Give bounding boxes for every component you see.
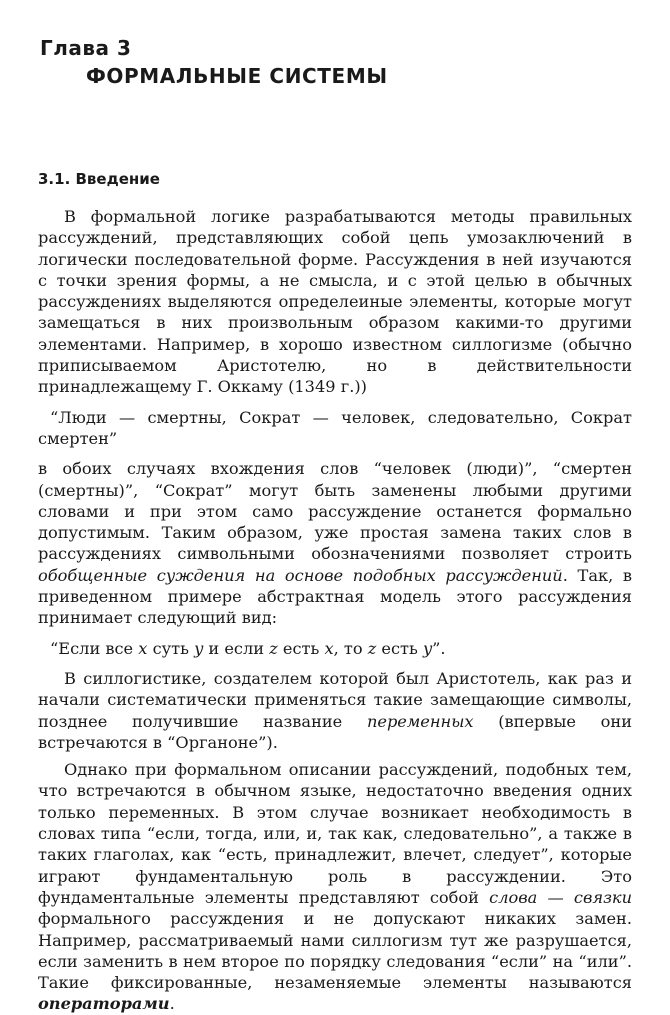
paragraph-substitution-text-1: в обоих случаях вхождения слов “человек (люди)”, “смертен (смертны)”, “Сократ” могут быть заменены любыми другими словами и при этом само рассуждение останется формально допустимым. Таким образом, уже простая замена таких слов в рассуждениях символьными обозначениями позволяет строить bbox=[38, 459, 632, 564]
paragraph-variables-text-1: В силлогистике, создателем которой был Аристотель, как раз и начали систематически применяться такие замещающие символы, позднее получившие название bbox=[38, 668, 632, 731]
formula-variable: x bbox=[324, 638, 334, 658]
formula-variable: y bbox=[194, 638, 204, 658]
formula-text: и если bbox=[203, 638, 270, 658]
paragraph-variables bbox=[38, 668, 632, 753]
paragraph-variables-text-2: (впервые они встречаются в “Органоне”). bbox=[38, 711, 632, 752]
chapter-label: Глава 3 bbox=[40, 36, 132, 60]
paragraph-substitution-text-2: . Так, в приведенном примере абстрактная модель этого рассуждения принимает следующий вид: bbox=[38, 565, 632, 628]
emphasis-variables: переменных bbox=[366, 711, 474, 731]
paragraph-operators-text-3: . bbox=[169, 994, 175, 1014]
paragraph-operators bbox=[38, 759, 632, 1015]
formula-text: суть bbox=[147, 638, 195, 658]
emphasis-generalized-judgments: обобщенные суждения на основе подобных рассуждений bbox=[38, 565, 563, 585]
formula-variable: z bbox=[269, 638, 278, 658]
formula-variable: z bbox=[367, 638, 377, 658]
formula-variable: y bbox=[422, 638, 433, 658]
paragraph-operators-text-1: Однако при формальном описании рассуждений, подобных тем, что встречаются в обычном языке, недостаточно введения одних только переменных. В этом случае возникает необходимость в словах типа “если, тогда, или, и, так как, следовательно”, а также в таких глаголах, как “есть, принадлежит, влечет, следует”, которые играют фундаментальную роль в рассуждении. Это фундаментальные элементы представляют собой bbox=[38, 760, 632, 907]
emphasis-connectives: слова — связки bbox=[489, 887, 633, 907]
section-heading: 3.1. Введение bbox=[38, 170, 160, 188]
formula-text: ”. bbox=[432, 638, 446, 658]
formula-variable: x bbox=[138, 638, 148, 658]
formula-text: “Если все bbox=[50, 638, 139, 658]
paragraph-operators-text-2: формального рассуждения и не допускают никаких замен. Например, рассматриваемый нами силлогизм тут же разрушается, если заменить в нем второе по порядку следования “если” на “или”. Такие фиксированные, незаменяемые элементы называются bbox=[38, 909, 632, 993]
paragraph-substitution bbox=[38, 458, 632, 628]
formula-text: есть bbox=[277, 638, 325, 658]
abstract-syllogism-formula bbox=[38, 638, 632, 659]
formula-text: есть bbox=[376, 638, 423, 658]
syllogism-quote: “Люди — смертны, Сократ — человек, следовательно, Сократ смертен” bbox=[38, 407, 632, 448]
paragraph-intro: В формальной логике разрабатываются методы правильных рассуждений, представляющих собой цепь умозаключений в логически последовательной форме. Рассуждения в ней изучаются с точки зрения формы, а не смысла, и с этой целью в обычных рассуждениях выделяются определеиные элементы, которые могут замещаться в них произвольным образом какими-то другими элементами. Например, в хорошо известном силлогизме (обычно приписываемом Аристотелю, но в действительности принадлежащему Г. Оккаму (1349 г.)) bbox=[38, 207, 632, 397]
emphasis-operators: операторами bbox=[38, 994, 170, 1014]
chapter-title: ФОРМАЛЬНЫЕ СИСТЕМЫ bbox=[86, 64, 388, 88]
formula-text: , то bbox=[333, 638, 368, 658]
book-page bbox=[38, 30, 632, 1015]
